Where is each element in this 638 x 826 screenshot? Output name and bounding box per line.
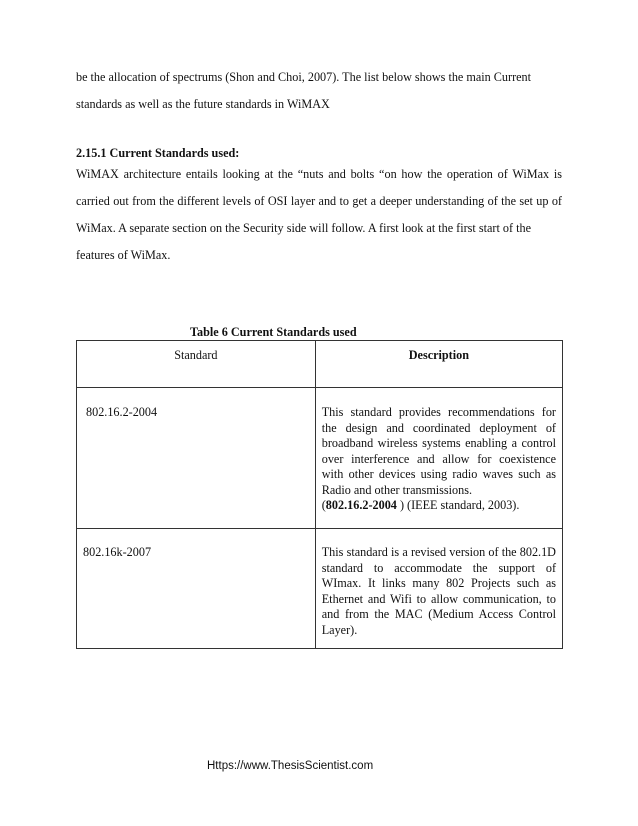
table-caption: Table 6 Current Standards used <box>190 325 357 339</box>
section-block <box>76 146 562 269</box>
section-text: WiMAX architecture entails looking at the “nuts and bolts “on how the operation of WiMax is carried out from the different levels of OSI layer and to get a deeper understanding of the set up of WiMax. A separate section on the Security side will follow. A first look at the first start of the <box>76 167 562 235</box>
standard-cell: 802.16.2-2004 <box>77 388 316 529</box>
citation-text: ) (IEEE standard, 2003). <box>396 498 520 512</box>
description-text: This standard is a revised version of the 802.1D standard to accommodate the support of WImax. It links many 802 Projects such as Ethernet and Wifi to allow communication, to and from the MAC (Medium Access Control Layer). <box>321 545 556 637</box>
table-row <box>77 388 563 529</box>
paragraph-last-line: standards as well as the future standards in WiMAX <box>76 97 330 111</box>
description-cell <box>315 529 562 649</box>
header-standard: Standard <box>77 341 316 388</box>
header-description: Description <box>315 341 562 388</box>
standard-cell: 802.16k-2007 <box>77 529 316 649</box>
footer-url: Https://www.ThesisScientist.com <box>207 760 374 772</box>
section-heading: 2.15.1 Current Standards used: <box>76 146 240 160</box>
citation-bold: 802.16.2-2004 <box>325 498 397 512</box>
standards-table <box>76 340 563 649</box>
paragraph-text: be the allocation of spectrums (Shon and Choi, 2007). The list below shows the main Current <box>76 70 532 84</box>
description-text: This standard provides recommendations for the design and coordinated deployment of broadband wireless systems enabling a control over interference and allow for coexistence with other devices using radio waves such as Radio and other transmissions. <box>321 405 556 497</box>
body-paragraph <box>76 64 562 118</box>
table-header-row <box>77 341 563 388</box>
section-last-line: features of WiMax. <box>76 248 171 262</box>
description-cell: This standard provides recommendations for the design and coordinated deployment of broadband wireless systems enabling a control over interference and allow for coexistence with other devices using radio waves such as Radio and other transmissions. (802.16.2-2004 ) (IEEE standard, 2003). <box>315 388 562 529</box>
table-row <box>77 529 563 649</box>
